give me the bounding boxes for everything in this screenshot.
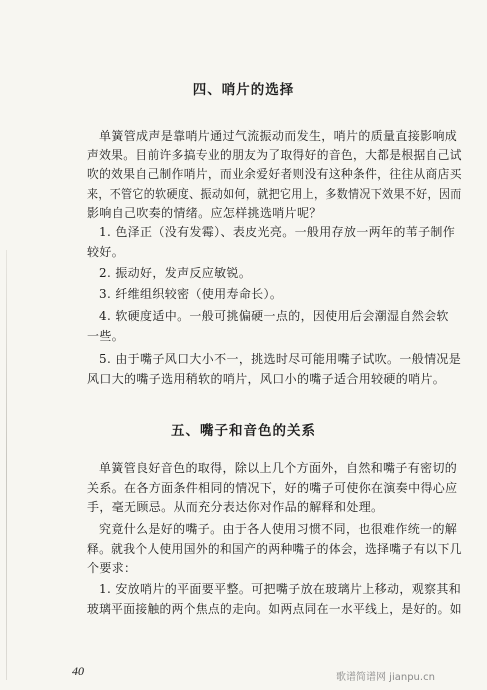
section-4-line-3: 吹的效果自己制作哨片，而业余爱好者则没有这种条件，往往从商店买 bbox=[87, 167, 462, 181]
section-4-item-1-cont: 较好。 bbox=[87, 245, 125, 259]
page-edge-shadow bbox=[6, 250, 7, 680]
section-4-item-1: 1. 色泽正（没有发霉）、表皮光亮。一般用存放一两年的苇子制作 bbox=[99, 225, 456, 239]
section-5-line-5: 释。就我个人使用国外的和国产的两种嘴子的体会，选择嘴子有以下几 bbox=[87, 542, 462, 556]
section-5-heading: 五、嘴子和音色的关系 bbox=[171, 423, 316, 439]
section-4-item-4: 4. 软硬度适中。一般可挑偏硬一点的，因使用后会潮湿自然会软 bbox=[99, 309, 449, 323]
section-4-item-4-cont: 一些。 bbox=[87, 329, 125, 343]
section-5-line-3: 手，毫无顾忌。从而充分表达你对作品的解释和处理。 bbox=[87, 500, 384, 514]
section-4-line-4: 来，不管它的软硬度、振动如何，就把它用上，多数情况下效果不好，因而 bbox=[87, 187, 462, 201]
section-4-item-5-cont: 风口大的嘴子选用稍软的哨片，风口小的嘴子适合用较硬的哨片。 bbox=[87, 372, 446, 386]
section-4-line-2: 声效果。目前许多搞专业的朋友为了取得好的音色，大都是根据自己试 bbox=[87, 148, 462, 162]
section-5-item-1: 1. 安放哨片的平面要平整。可把嘴子放在玻璃片上移动，观察其和 bbox=[99, 582, 462, 596]
section-5-line-6: 个要求： bbox=[87, 561, 137, 575]
section-5-item-1-cont: 玻璃平面接触的两个焦点的走向。如两点同在一水平线上，是好的。如 bbox=[87, 602, 462, 616]
section-4-item-5: 5. 由于嘴子风口大小不一，挑选时尽可能用嘴子试吹。一般情况是 bbox=[99, 352, 462, 366]
section-5-line-4: 究竟什么是好的嘴子。由于各人使用习惯不同，也很难作统一的解 bbox=[99, 522, 458, 536]
site-watermark: 歌谱简谱网 jianpu.cn bbox=[336, 672, 435, 683]
section-4-item-3: 3. 纤维组织较密（使用寿命长）。 bbox=[99, 287, 283, 301]
section-4-line-5: 影响自己吹奏的情绪。应怎样挑选哨片呢？ bbox=[87, 206, 322, 220]
section-5-line-2: 关系。在各方面条件相同的情况下，好的嘴子可使你在演奏中得心应 bbox=[87, 481, 458, 495]
page-number: 40 bbox=[72, 664, 84, 678]
section-4-heading: 四、哨片的选择 bbox=[192, 82, 295, 98]
section-4-line-1: 单簧管成声是靠哨片通过气流振动而发生，哨片的质量直接影响成 bbox=[99, 129, 458, 143]
section-4-item-2: 2. 振动好，发声反应敏锐。 bbox=[99, 266, 252, 280]
section-5-line-1: 单簧管良好音色的取得，除以上几个方面外，自然和嘴子有密切的 bbox=[99, 461, 458, 475]
